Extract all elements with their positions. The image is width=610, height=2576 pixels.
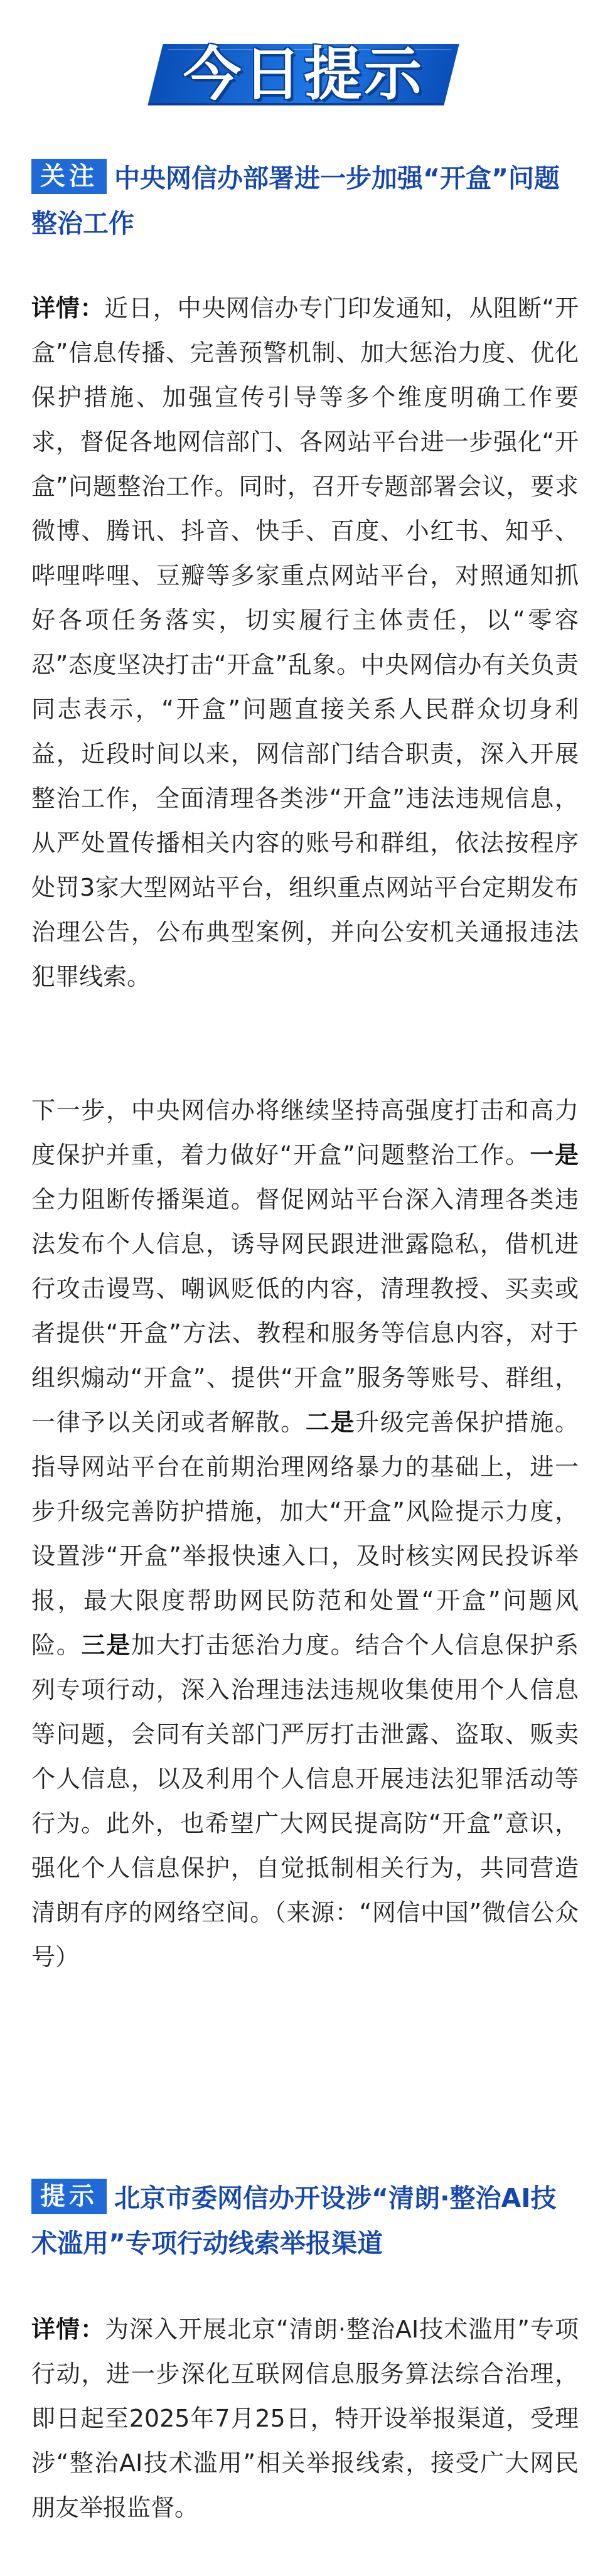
paragraph-text: 近日，中央网信办专门印发通知，从阻断“开盒”信息传播、完善预警机制、加大惩治力度、优化保护措施、加强宣传引导等多个维度明确工作要求，督促各地网信部门、各网站平台进一步强化“开盒”问题整治工作。同时，召开专题部署会议，要求微博、腾讯、抖音、快手、百度、小红书、知乎、哔哩哔哩、豆瓣等多家重点网站平台，对照通知抓好各项任务落实，切实履行主体责任，以“零容忍”态度坚决打击“开盒”乱象。中央网信办有关负责同志表示，“开盒”问题直接关系人民群众切身利益，近段时间以来，网信部门结合职责，深入开展整治工作，全面清理各类涉“开盒”违法违规信息，从严处置传播相关内容的账号和群组，依法按程序处罚3家大型网站平台，组织重点网站平台定期发布治理公告，公布典型案例，并向公安机关通报违法犯罪线索。 [31,294,579,990]
notice-tag: 提示 [31,2179,107,2214]
point-label: 二是 [305,1409,356,1436]
section-title: 中央网信办部署进一步加强“开盒”问题整治工作 [31,163,560,239]
point-text: 全力阻断传播渠道。督促网站平台深入清理各类违法发布个人信息，诱导网民跟进泄露隐私，借机进行攻击谩骂、嘲讽贬低的内容，清理教授、买卖或者提供“开盒”方法、教程和服务等信息内容，对于组织煽动“开盒”、提供“开盒”服务等账号、群组，一律予以关闭或者解散。 [31,1186,579,1436]
paragraph-intro: 下一步，中央网信办将继续坚持高强度打击和高力度保护并重，着力做好“开盒”问题整治工作。 [31,1097,579,1169]
article-paragraph [31,286,579,999]
section-heading-notice [31,2176,579,2266]
point-text: 升级完善保护措施。指导网站平台在前期治理网络暴力的基础上，进一步升级完善防护措施，加大“开盒”风险提示力度，设置涉“开盒”举报快速入口，及时核实网民投诉举报，最大限度帮助网民防范和处置“开盒”问题风险。 [31,1409,579,1659]
article-paragraph [31,2307,579,2530]
paragraph-text: 为深入开展北京“清朗·整治AI技术滥用”专项行动，进一步深化互联网信息服务算法综合治理，即日起至2025年7月25日，特开设举报渠道，受理涉“整治AI技术滥用”相关举报线索，接受广大网民朋友举报监督。 [31,2316,579,2521]
point-label: 一是 [530,1141,579,1169]
header-banner [156,28,452,122]
banner-title: 今日提示 [183,41,424,108]
details-label: 详情： [31,2316,105,2343]
details-label: 详情： [31,294,105,322]
section-heading-focus [31,156,579,246]
focus-tag: 关注 [31,159,107,194]
point-text: 加大打击惩治力度。结合个人信息保护系列专项行动，深入治理违法违规收集使用个人信息等问题，会同有关部门严厉打击泄露、盗取、贩卖个人信息，以及利用个人信息开展违法犯罪活动等行为。此外，也希望广大网民提高防“开盒”意识，强化个人信息保护，自觉抵制相关行为，共同营造清朗有序的网络空间。（来源：“网信中国”微信公众号） [31,1631,579,1971]
article-paragraph [31,1088,579,1980]
section-title: 北京市委网信办开设涉“清朗·整治AI技术滥用”专项行动线索举报渠道 [31,2183,557,2258]
point-label: 三是 [81,1631,131,1659]
